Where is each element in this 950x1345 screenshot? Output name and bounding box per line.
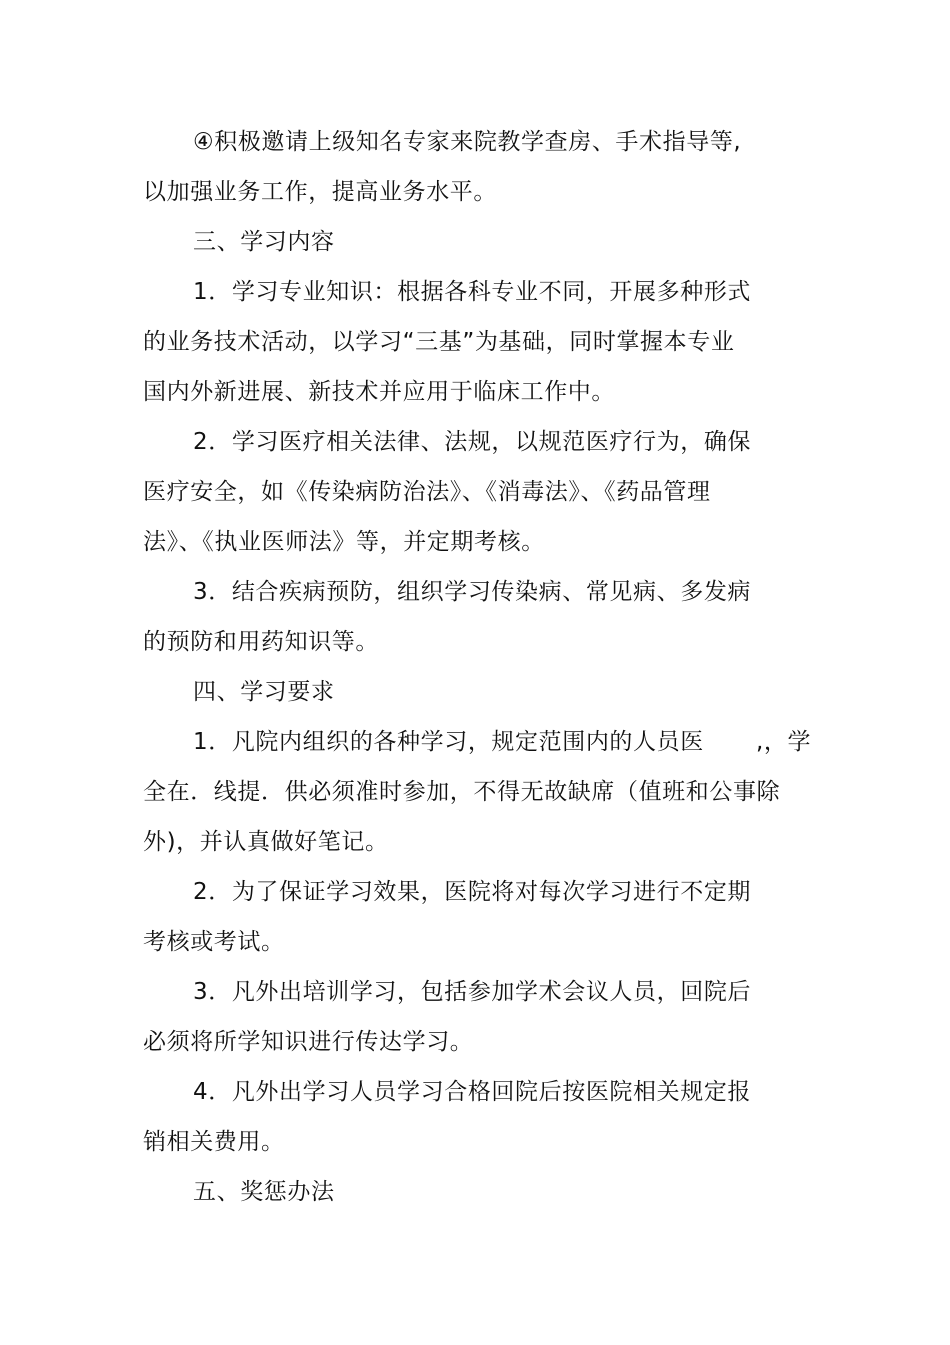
section-heading: 四、学习要求 (193, 679, 335, 705)
paragraph-line: 必须将所学知识进行传达学习。 (143, 1029, 474, 1055)
paragraph-line: 以加强业务工作，提高业务水平。 (143, 179, 497, 205)
paragraph-line: 的业务技术活动，以学习“三基”为基础，同时掌握本专业 (143, 329, 735, 355)
paragraph-line: 考核或考试。 (143, 929, 285, 955)
paragraph-line: ④积极邀请上级知名专家来院教学查房、手术指导等, (193, 129, 742, 155)
paragraph-line-fragment: ,，学 (756, 729, 812, 755)
paragraph-line: 国内外新进展、新技术并应用于临床工作中。 (143, 379, 615, 405)
section-heading: 三、学习内容 (193, 229, 335, 255)
paragraph-line: 全在．线提．供必须准时参加，不得无故缺席（值班和公事除 (143, 779, 781, 805)
paragraph-line: 2．为了保证学习效果，医院将对每次学习进行不定期 (193, 879, 752, 905)
paragraph-line: 医疗安全，如《传染病防治法》、《消毒法》、《药品管理 (143, 479, 711, 505)
section-heading: 五、奖惩办法 (193, 1179, 335, 1205)
paragraph-line: 销相关费用。 (143, 1129, 285, 1155)
paragraph-line: 3．凡外出培训学习，包括参加学术会议人员，回院后 (193, 979, 752, 1005)
paragraph-line: 1．学习专业知识：根据各科专业不同，开展多种形式 (193, 279, 752, 305)
paragraph-line: 外)，并认真做好笔记。 (143, 829, 389, 855)
paragraph-line: 的预防和用药知识等。 (143, 629, 379, 655)
paragraph-line: 法》、《执业医师法》等，并定期考核。 (143, 529, 545, 555)
paragraph-line: 3．结合疾病预防，组织学习传染病、常见病、多发病 (193, 579, 752, 605)
paragraph-line: 4．凡外出学习人员学习合格回院后按医院相关规定报 (193, 1079, 752, 1105)
paragraph-line: 1．凡院内组织的各种学习，规定范围内的人员医 (193, 729, 704, 755)
paragraph-line: 2．学习医疗相关法律、法规，以规范医疗行为，确保 (193, 429, 752, 455)
